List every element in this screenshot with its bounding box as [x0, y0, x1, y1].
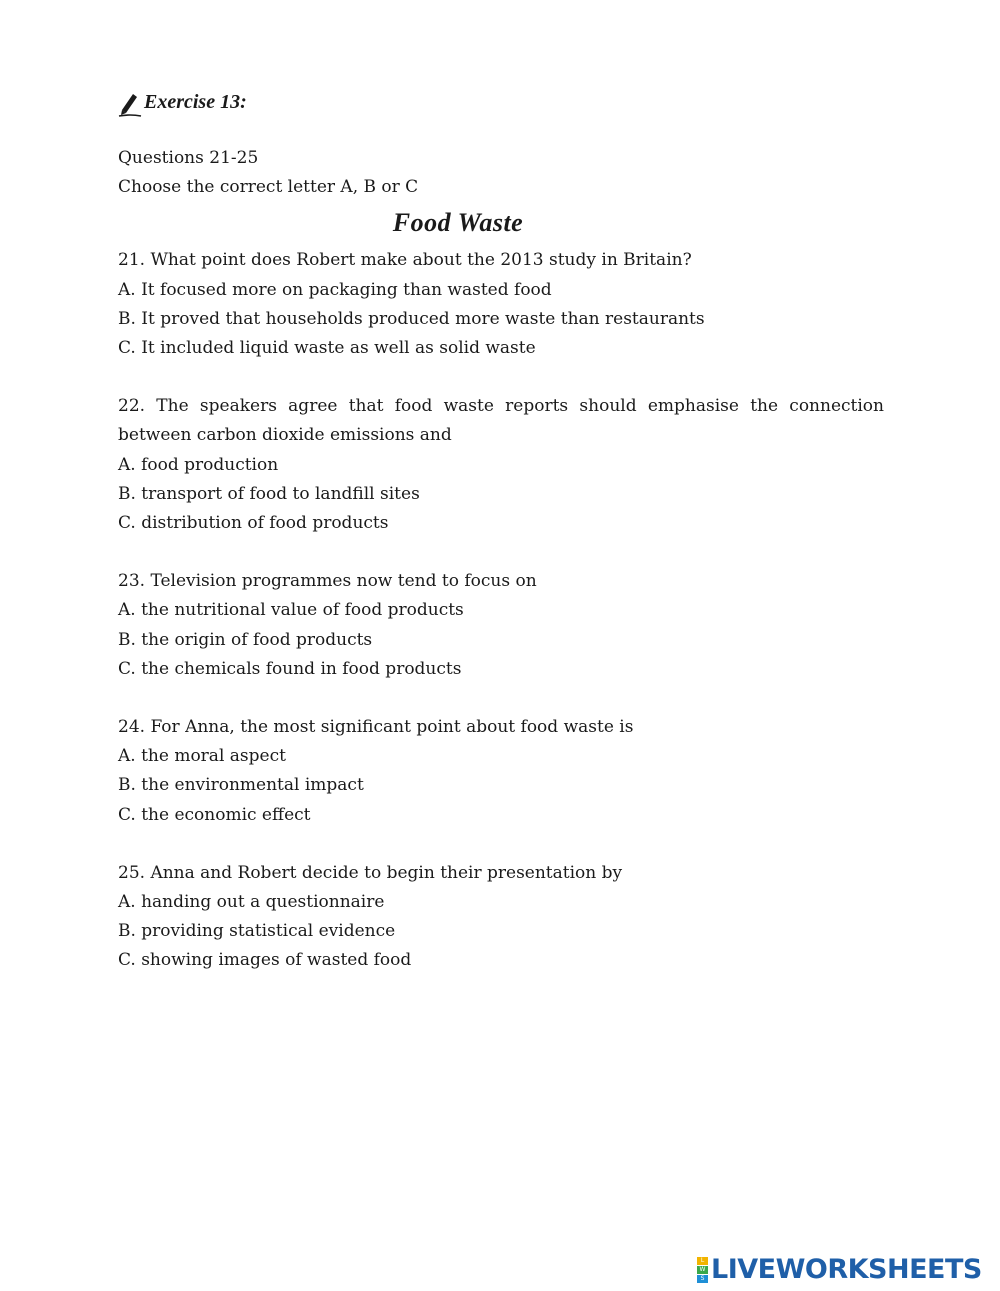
- question-stem: 22. The speakers agree that food waste reports should emphasise the connection between carbon dioxide emissions and: [118, 396, 884, 446]
- logo-text: LIVEWORKSHEETS: [711, 1254, 982, 1285]
- section-title: Food Waste: [392, 208, 524, 238]
- logo-block-l: L: [697, 1257, 708, 1265]
- exercise-heading: [118, 88, 898, 118]
- option-b: B. the environmental impact: [118, 775, 364, 796]
- logo-block-s: S: [697, 1275, 708, 1283]
- option-a: A. the moral aspect: [118, 746, 286, 767]
- option-b: B. providing statistical evidence: [118, 921, 396, 942]
- question-stem: 21. What point does Robert make about the 2013 study in Britain?: [118, 250, 692, 271]
- question-25: [118, 859, 898, 976]
- worksheet-page: [118, 88, 898, 1005]
- option-a: A. handing out a questionnaire: [118, 892, 385, 913]
- section-title-block: [118, 202, 798, 246]
- option-c: C. the chemicals found in food products: [118, 658, 462, 679]
- option-a: A. the nutritional value of food products: [118, 600, 464, 621]
- questions-range: Questions 21-25: [118, 148, 259, 168]
- question-23: [118, 567, 898, 684]
- option-b: B. It proved that households produced more waste than restaurants: [118, 308, 705, 329]
- logo-blocks-icon: [697, 1257, 708, 1283]
- exercise-title: Exercise 13:: [144, 91, 247, 113]
- question-22: [118, 392, 898, 538]
- option-a: A. It focused more on packaging than wasted food: [118, 279, 552, 300]
- question-21: [118, 246, 898, 363]
- option-c: C. distribution of food products: [118, 513, 389, 534]
- option-b: B. the origin of food products: [118, 629, 373, 650]
- question-24: [118, 713, 898, 830]
- pen-icon: [118, 88, 142, 118]
- question-stem: 23. Television programmes now tend to focus on: [118, 571, 537, 592]
- option-b: B. transport of food to landfill sites: [118, 483, 420, 504]
- option-c: C. showing images of wasted food: [118, 950, 412, 971]
- logo-block-w: W: [697, 1266, 708, 1274]
- question-stem: 24. For Anna, the most significant point about food waste is: [118, 717, 634, 738]
- option-c: C. the economic effect: [118, 804, 311, 825]
- option-a: A. food production: [118, 454, 279, 475]
- instructions-text: Choose the correct letter A, B or C: [118, 177, 419, 198]
- question-stem: 25. Anna and Robert decide to begin their presentation by: [118, 862, 623, 883]
- option-c: C. It included liquid waste as well as solid waste: [118, 338, 536, 359]
- liveworksheets-logo[interactable]: [697, 1254, 982, 1285]
